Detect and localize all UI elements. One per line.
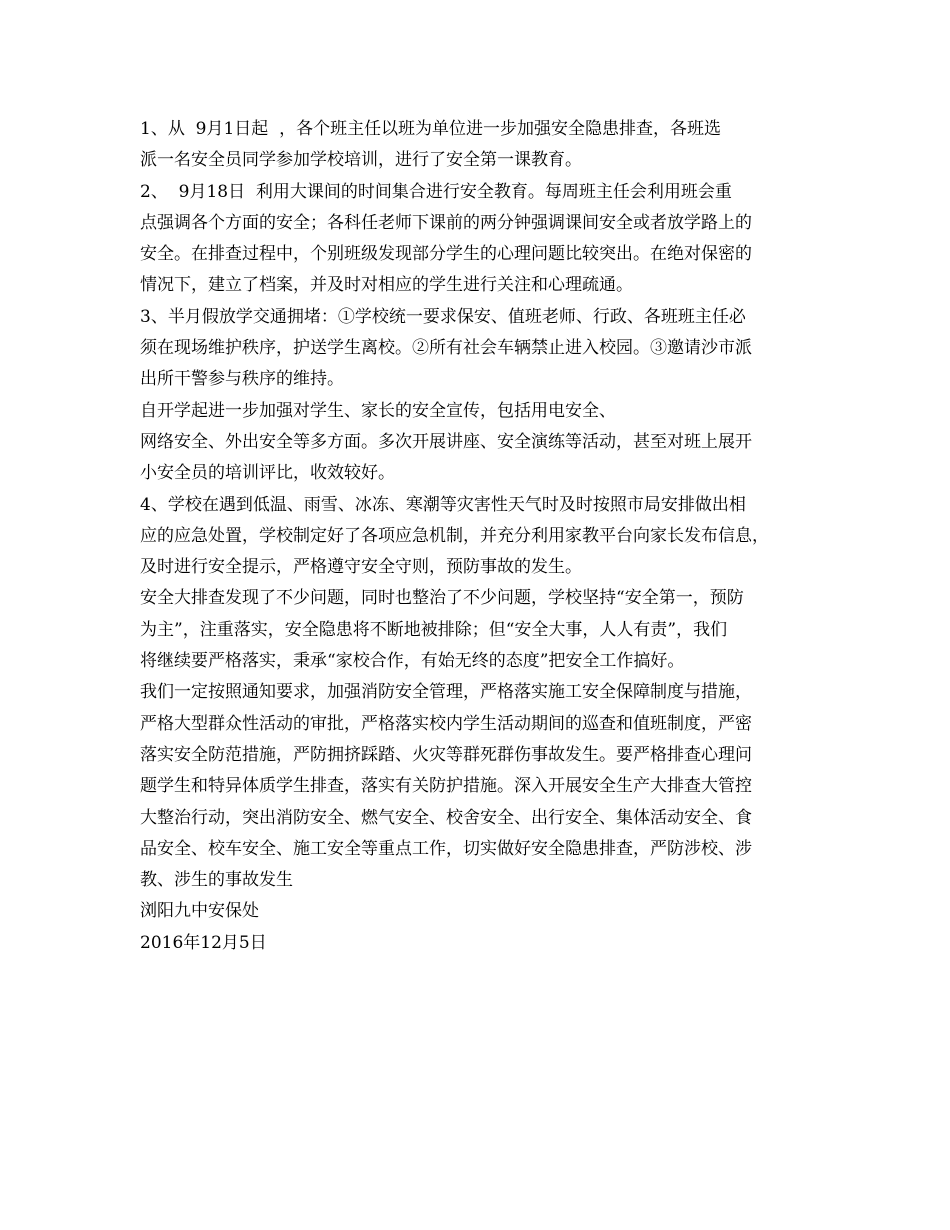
text-line: 为主”，注重落实，安全隐患将不断地被排除；但“安全大事，人人有责”，我们 <box>140 619 728 640</box>
text-line: 自开学起进一步加强对学生、家长的安全宣传，包括用电安全、 <box>140 400 616 421</box>
signature-org: 浏阳九中安保处 <box>140 901 259 922</box>
text-line: 情况下，建立了档案，并及时对相应的学生进行关注和心理疏通。 <box>140 275 633 296</box>
text-line: 出所干警参与秩序的维持。 <box>140 369 344 390</box>
text-line: 小安全员的培训评比，收效较好。 <box>140 463 395 484</box>
text-line: 严格大型群众性活动的审批，严格落实校内学生活动期间的巡查和值班制度，严密 <box>140 713 752 734</box>
text-line: 派一名安全员同学参加学校培训，进行了安全第一课教育。 <box>140 150 582 171</box>
text-line: 教、涉生的事故发生 <box>140 870 293 891</box>
text-line: 4、学校在遇到低温、雨雪、冰冻、寒潮等灾害性天气时及时按照市局安排做出相 <box>140 494 746 515</box>
text-line: 3、半月假放学交通拥堵：①学校统一要求保安、值班老师、行政、各班班主任必 <box>140 306 746 327</box>
text-line: 品安全、校车安全、施工安全等重点工作，切实做好安全隐患排查，严防涉校、涉 <box>140 838 752 859</box>
signature-date: 2016年12月5日 <box>140 932 267 953</box>
text-line: 大整治行动，突出消防安全、燃气安全、校舍安全、出行安全、集体活动安全、食 <box>140 807 752 828</box>
text-line: 题学生和特异体质学生排查，落实有关防护措施。深入开展安全生产大排查大管控 <box>140 776 752 797</box>
text-line: 网络安全、外出安全等多方面。多次开展讲座、安全演练等活动，甚至对班上展开 <box>140 431 752 452</box>
text-line: 1、从 9月1日起 ，各个班主任以班为单位进一步加强安全隐患排查，各班选 <box>140 119 722 139</box>
text-line: 及时进行安全提示，严格遵守安全守则，预防事故的发生。 <box>140 557 582 578</box>
text-line: 安全。在排查过程中，个别班级发现部分学生的心理问题比较突出。在绝对保密的 <box>140 244 752 265</box>
text-line: 应的应急处置，学校制定好了各项应急机制，并充分利用家教平台向家长发布信息， <box>140 525 769 546</box>
text-line: 点强调各个方面的安全；各科任老师下课前的两分钟强调课间安全或者放学路上的 <box>140 212 752 233</box>
text-line: 落实安全防范措施，严防拥挤踩踏、火灾等群死群伤事故发生。要严格排查心理问 <box>140 744 752 765</box>
text-line: 安全大排查发现了不少问题，同时也整治了不少问题，学校坚持“安全第一，预防 <box>140 588 744 609</box>
text-line: 我们一定按照通知要求，加强消防安全管理，严格落实施工安全保障制度与措施， <box>140 682 752 703</box>
text-line: 将继续要严格落实，秉承“家校合作，有始无终的态度”把安全工作搞好。 <box>140 651 685 672</box>
text-line: 须在现场维护秩序，护送学生离校。②所有社会车辆禁止进入校园。③邀请沙市派 <box>140 338 752 359</box>
document-body <box>140 114 840 959</box>
text-line: 2、 9月18日 利用大课间的时间集合进行安全教育。每周班主任会利用班会重 <box>140 181 732 202</box>
